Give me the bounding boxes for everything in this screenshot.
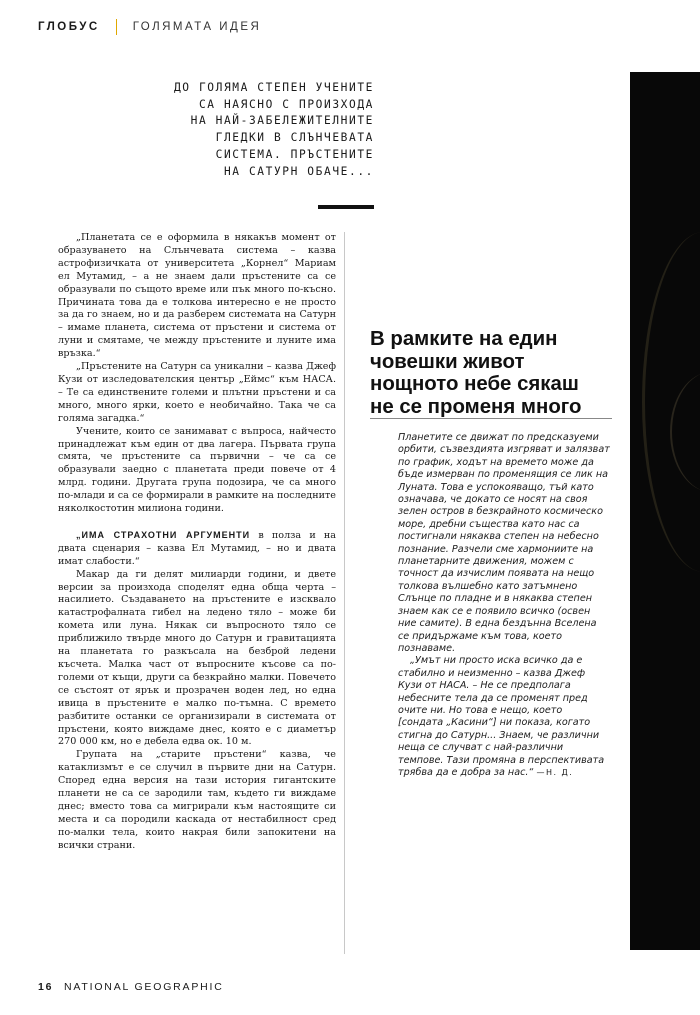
pull-quote-line: СА НАЯСНО С ПРОИЗХОДА — [198, 97, 374, 111]
article-paragraph-lead — [58, 529, 336, 569]
saturn-photo — [630, 72, 700, 950]
headline-line: човешки живот — [370, 350, 525, 373]
publication-name: NATIONAL GEOGRAPHIC — [64, 981, 224, 993]
sidebar-column — [398, 432, 610, 779]
paragraph-spacer — [58, 516, 336, 529]
pull-quote-line: СИСТЕМА. ПРЪСТЕНИТЕ — [215, 147, 374, 161]
sidebar-headline — [370, 328, 610, 418]
article-paragraph: Учените, които се занимават с въпроса, найчесто принадлежат към един от два лагера. Първата група смята, че пръстените са първични – че са се образували заедно с планетата преди повече от 4 млрд. години. Другата група подозира, че са много по-млади и са се формирали в рамките на последните няколкостотин милиона години. — [58, 425, 336, 515]
lead-in-rest: в полза и на двата сценария – казва Ел Мутамид, – но и двата имат слабости.“ — [58, 529, 337, 567]
pull-quote-line: НА САТУРН ОБАЧЕ... — [223, 164, 374, 178]
sidebar-paragraph — [398, 655, 610, 779]
article-paragraph: Макар да ги делят милиарди години, и двете версии за произхода споделят една обща черта – насилието. Създаването на пръстените е изсквало катастрофалната гибел на ледено тяло – може би комета или луна. Някак си въпросното тяло се приближило твърде много до Сатурн и гравитацията на планетата го разкъсала на безброй ледени късчета. Малка част от въпросните късове са по-големи от къщи, други са безкрайно малки. Повечето се състоят от ярък и прозрачен воден лед, но една ивица в пръстените е малко по-тъмна. С времето разбитите останки се организирали в системата от пръстени, която виждаме днес, която е с диаметър 270 000 км, но е дебела едва ок. 10 м. — [58, 568, 336, 748]
headline-line: В рамките на един — [370, 328, 558, 350]
pull-quote-line: ДО ГОЛЯМА СТЕПЕН УЧЕНИТЕ — [173, 81, 374, 94]
pull-quote — [110, 80, 374, 180]
article-paragraph: „Пръстените на Сатурн са уникални – казва Джеф Кузи от изследователския център „Еймс“ към НАСА. – Те са единствените големи и плътни пръстени и са много, много ярки, което е необичайно. Така че са голяма загадка.“ — [58, 361, 336, 424]
page-footer — [38, 981, 224, 993]
article-paragraph: Групата на „старите пръстени“ казва, че катаклизмът е се случил в първите дни на Сатурн. Според една версия на тази история гигантските планети не са се зародили там, където ги виждаме днес; вместо това са мигрирали към настоящите си места и са породили каскада от нестабилност сред по-малки тела, които накрая били запокитени на всички страни. — [58, 749, 336, 851]
subsection-label: ГОЛЯМАТА ИДЕЯ — [132, 21, 262, 33]
sidebar-paragraph: Планетите се движат по предсказуеми орбити, съзвездията изгряват и залязват по график, ходът на времето може да бъде измерван по променящия се лик на Луната. Това е успокояващо, тъй като означава, че докато се носят на своя зелен остров в безкрайното космическо море, дребни същества като нас са постигнали някаква степен на небесно познание. Разчели сме хармониите на планетарните движения, можем с точност да изчислим появата на нещо толкова вълшебно като затъмнено Слънце по пладне и в някаква степен знаем как се е появило всичко (освен ние самите). В една бездънна Вселена се придържаме към това, което познаваме. — [398, 432, 610, 654]
headline-line: не се променя много — [370, 395, 582, 418]
article-left-column — [58, 232, 336, 853]
sidebar-paragraph-text: „Умът ни просто иска всичко да е стабилно и неизменно – казва Джеф Кузи от НАСА. – Не се предполага небесните тела да се променят пред очите ни. Но това е нещо, което [сондата „Касини“] ни показа, когато стигна до Сатурн... Знаем, че различни неща се случват с най-различни темпове. Тази промяна в перспективата трябва да е добра за нас.“ — [398, 655, 605, 778]
pull-quote-line: НА НАЙ-ЗАБЕЛЕЖИТЕЛНИТЕ — [190, 114, 374, 128]
article-paragraph: „Планетата се е оформила в някакъв момент от образуването на Слънчевата система – казва астрофизичката от университета „Корнел“ Мариам ел Мутамид, – а не знаем дали пръстените са се образували по същото време или пък много по-късно. Причината това да е толкова интересно е не просто за да го знаем, но и да разберем системата на Сатурн – имаме планета, система от пръстени и система от луни и смятаме, че между пръстените и луните има връзка.“ — [58, 232, 336, 360]
headline-line: нощното небе сякаш — [370, 373, 579, 396]
section-label: ГЛОБУС — [38, 21, 100, 33]
author-signature: —Н. Д. — [536, 767, 574, 777]
lead-in-caps: „ИМА СТРАХОТНИ АРГУМЕНТИ — [76, 529, 251, 540]
page-number: 16 — [38, 981, 54, 993]
headline-rule — [370, 418, 612, 419]
column-divider — [344, 232, 345, 954]
page-header — [38, 16, 261, 38]
pull-quote-line: ГЛЕДКИ В СЛЪНЧЕВАТА — [215, 131, 374, 145]
header-divider — [116, 19, 117, 35]
pull-quote-rule — [318, 205, 374, 209]
